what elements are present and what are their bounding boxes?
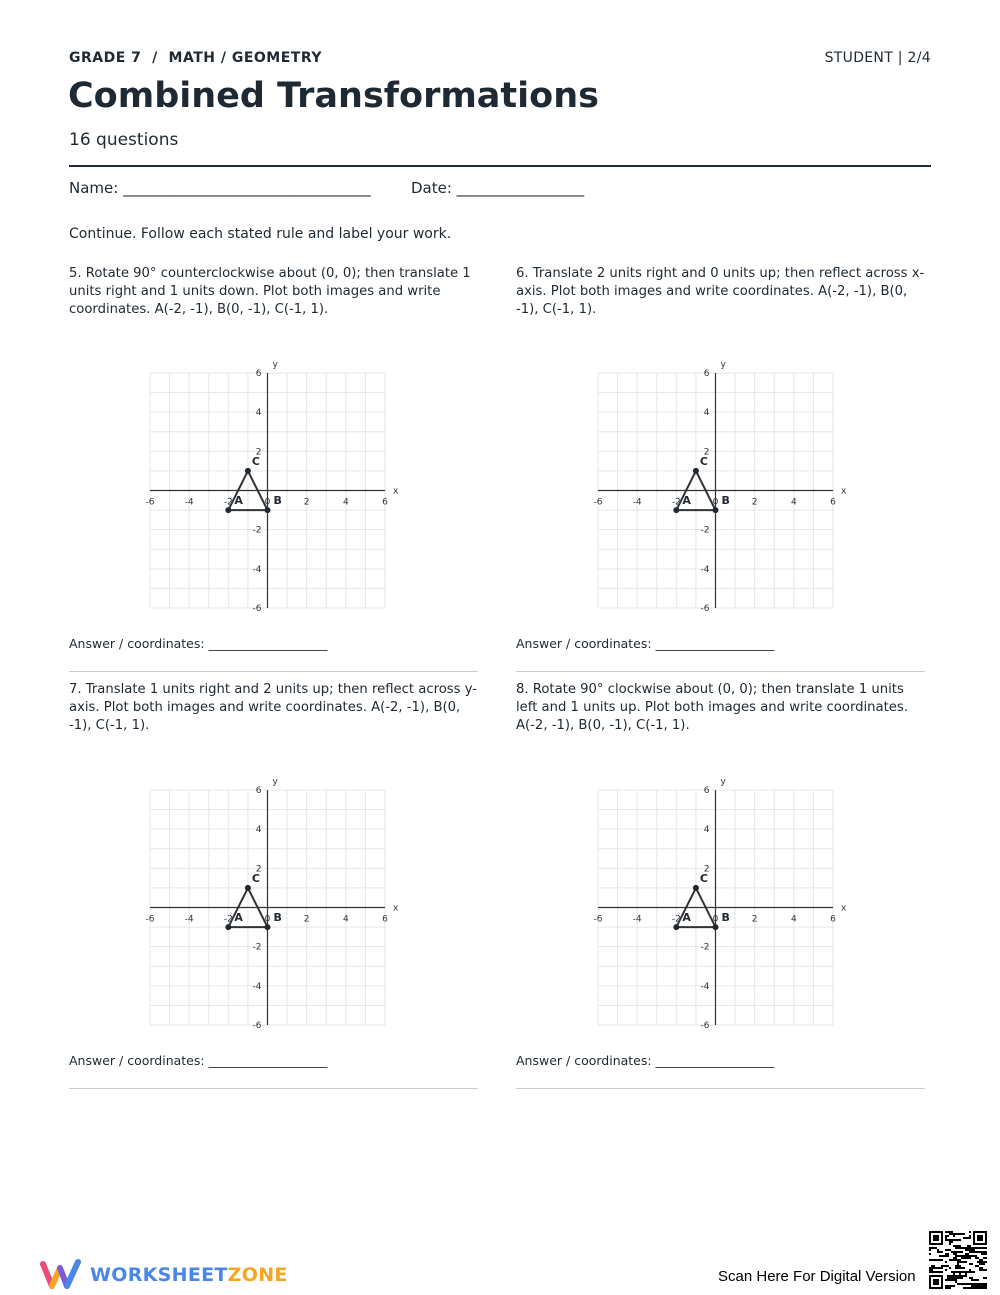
y-tick-label: 6 [703,786,710,796]
x-tick-label: -6 [145,497,155,508]
x-tick-label: 2 [751,497,758,508]
x-tick-label: -4 [184,497,194,508]
vertex-label-c: C [251,454,260,468]
y-tick-label: -4 [700,981,710,992]
vertex-c [693,885,699,891]
question-divider [69,671,478,672]
vertex-c [245,885,251,891]
y-tick-label: 6 [703,369,710,379]
breadcrumb: GRADE 7 / MATH / GEOMETRY [69,50,322,66]
x-axis-label: x [841,903,847,914]
answer-line-q8[interactable]: Answer / coordinates: ___________________ [516,1053,775,1068]
vertex-b [713,507,719,513]
coordinate-grid-q8[interactable] [583,775,853,1045]
page-info: STUDENT | 2/4 [824,50,931,66]
coordinate-grid-q7[interactable] [135,775,405,1045]
name-field[interactable]: Name: _________________________________ [69,179,371,197]
y-tick-label: 4 [255,408,262,419]
y-tick-label: 2 [703,447,710,458]
page-title: Combined Transformations [68,76,599,116]
x-tick-label: -6 [593,914,603,925]
x-tick-label: 4 [342,914,349,925]
x-tick-label: -2 [223,497,233,508]
x-tick-label: -2 [671,914,681,925]
x-tick-label: 6 [382,914,388,925]
x-tick-label: 6 [830,497,836,508]
vertex-label-b: B [721,494,730,508]
y-tick-label: -2 [700,942,710,953]
vertex-c [693,468,699,474]
vertex-a [673,924,679,930]
vertex-label-a: A [682,494,691,508]
vertex-a [673,507,679,513]
x-tick-label: 4 [790,497,797,508]
vertex-label-b: B [273,494,282,508]
x-axis-label: x [841,486,847,497]
x-tick-label: -4 [632,914,642,925]
x-tick-label: 4 [342,497,349,508]
y-tick-label: -2 [700,525,710,536]
y-tick-label: -6 [700,604,710,614]
vertex-a [225,507,231,513]
y-tick-label: -2 [252,525,262,536]
x-tick-label: 0 [712,497,719,508]
x-tick-label: 2 [303,497,310,508]
question-divider [69,1088,478,1089]
y-tick-label: -6 [252,604,262,614]
vertex-c [245,468,251,474]
question-divider [516,1088,925,1089]
date-field[interactable]: Date: _________________ [411,179,585,197]
x-tick-label: -2 [671,497,681,508]
question-6: 6. Translate 2 units right and 0 units up; then reflect across x-axis. Plot both images and write coordinates. A(-2, -1), B(0, -1), C(-1, 1). [516,266,925,317]
y-tick-label: 2 [255,447,262,458]
question-7: 7. Translate 1 units right and 2 units up; then reflect across y-axis. Plot both images and write coordinates. A(-2, -1), B(0, -1), C(-1, 1). [69,682,478,733]
header-divider [69,165,931,167]
y-axis-label: y [272,777,278,787]
vertex-label-c: C [699,454,708,468]
y-tick-label: 6 [255,369,262,379]
coordinate-grid-q6[interactable] [583,358,853,628]
x-axis-label: x [393,903,399,914]
worksheetzone-logo-icon [40,1258,84,1292]
x-tick-label: -4 [632,497,642,508]
brand-name-part2: ZONE [227,1264,288,1286]
brand-name [90,1264,288,1286]
y-tick-label: 4 [703,825,710,836]
y-tick-label: -4 [252,564,262,575]
vertex-label-a: A [234,911,243,925]
coordinate-grid-q5[interactable] [135,358,405,628]
vertex-label-a: A [234,494,243,508]
y-tick-label: 2 [703,864,710,875]
y-tick-label: 4 [703,408,710,419]
x-tick-label: 2 [303,914,310,925]
answer-line-q6[interactable]: Answer / coordinates: ___________________ [516,636,775,651]
question-divider [516,671,925,672]
brand-name-part1: WORKSHEET [90,1264,228,1286]
scan-caption: Scan Here For Digital Version [718,1268,916,1285]
question-8: 8. Rotate 90° clockwise about (0, 0); then translate 1 units left and 1 units up. Plot both images and write coordinates. A(-2, -1), B(0, -1), C(-1, 1). [516,682,908,733]
y-tick-label: -2 [252,942,262,953]
question-5: 5. Rotate 90° counterclockwise about (0, 0); then translate 1 units right and 1 units down. Plot both images and write coordinates. A(-2, -1), B(0, -1), C(-1, 1). [69,266,471,317]
y-tick-label: -4 [252,981,262,992]
vertex-b [265,507,271,513]
vertex-b [265,924,271,930]
vertex-label-b: B [721,911,730,925]
vertex-label-c: C [699,871,708,885]
x-tick-label: 6 [830,914,836,925]
vertex-label-b: B [273,911,282,925]
x-tick-label: 4 [790,914,797,925]
worksheetzone-logo[interactable] [40,1258,288,1292]
vertex-a [225,924,231,930]
x-axis-label: x [393,486,399,497]
vertex-label-c: C [251,871,260,885]
y-tick-label: 4 [255,825,262,836]
vertex-label-a: A [682,911,691,925]
y-tick-label: -6 [252,1021,262,1031]
y-tick-label: -4 [700,564,710,575]
answer-line-q7[interactable]: Answer / coordinates: ___________________ [69,1053,328,1068]
y-axis-label: y [272,360,278,370]
vertex-b [713,924,719,930]
y-axis-label: y [720,360,726,370]
x-tick-label: 0 [264,497,271,508]
y-axis-label: y [720,777,726,787]
y-tick-label: -6 [700,1021,710,1031]
x-tick-label: -4 [184,914,194,925]
x-tick-label: -6 [593,497,603,508]
question-count: 16 questions [69,130,179,150]
x-tick-label: -6 [145,914,155,925]
x-tick-label: 6 [382,497,388,508]
instructions: Continue. Follow each stated rule and label your work. [69,226,452,242]
x-tick-label: 2 [751,914,758,925]
qr-code-icon[interactable] [929,1231,987,1289]
answer-line-q5[interactable]: Answer / coordinates: ___________________ [69,636,328,651]
x-tick-label: 0 [264,914,271,925]
y-tick-label: 6 [255,786,262,796]
x-tick-label: -2 [223,914,233,925]
x-tick-label: 0 [712,914,719,925]
y-tick-label: 2 [255,864,262,875]
